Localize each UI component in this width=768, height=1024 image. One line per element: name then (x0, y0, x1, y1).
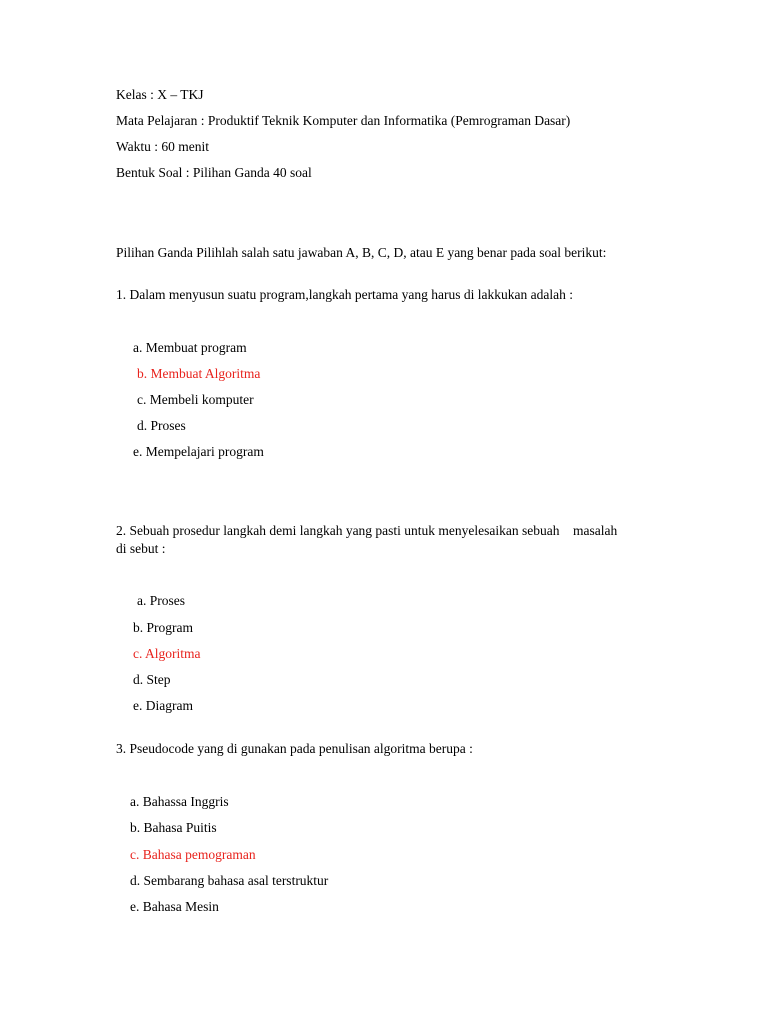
question-2-option-e: e. Diagram (133, 698, 193, 713)
question-1-option-a: a. Membuat program (133, 340, 247, 355)
question-3-option-c: c. Bahasa pemograman (130, 847, 256, 862)
question-format-label: Bentuk Soal : Pilihan Ganda 40 soal (116, 165, 312, 180)
question-2-option-b: b. Program (133, 620, 193, 635)
question-2-option-d: d. Step (133, 672, 171, 687)
question-1-option-b: b. Membuat Algoritma (137, 366, 261, 381)
question-3-option-d: d. Sembarang bahasa asal terstruktur (130, 873, 329, 888)
question-1-option-c: c. Membeli komputer (137, 392, 254, 407)
class-label: Kelas : X – TKJ (116, 87, 204, 102)
question-2-option-c: c. Algoritma (133, 646, 201, 661)
question-1-option-e: e. Mempelajari program (133, 444, 264, 459)
question-3-option-a: a. Bahassa Inggris (130, 794, 229, 809)
subject-label: Mata Pelajaran : Produktif Teknik Komputer dan Informatika (Pemrograman Dasar) (116, 113, 571, 128)
question-1-option-d: d. Proses (137, 418, 186, 433)
question-2-option-a: a. Proses (137, 593, 185, 608)
question-1-text: 1. Dalam menyusun suatu program,langkah pertama yang harus di lakkukan adalah : (116, 287, 573, 302)
instructions: Pilihan Ganda Pilihlah salah satu jawaban A, B, C, D, atau E yang benar pada soal berikut: (116, 245, 607, 260)
question-2-text-line-1: 2. Sebuah prosedur langkah demi langkah yang pasti untuk menyelesaikan sebuah masalah (116, 523, 618, 538)
question-3-option-e: e. Bahasa Mesin (130, 899, 219, 914)
question-3-text: 3. Pseudocode yang di gunakan pada penulisan algoritma berupa : (116, 741, 473, 756)
question-2-text-line-2: di sebut : (116, 541, 166, 556)
question-3-option-b: b. Bahasa Puitis (130, 820, 217, 835)
time-label: Waktu : 60 menit (116, 139, 210, 154)
